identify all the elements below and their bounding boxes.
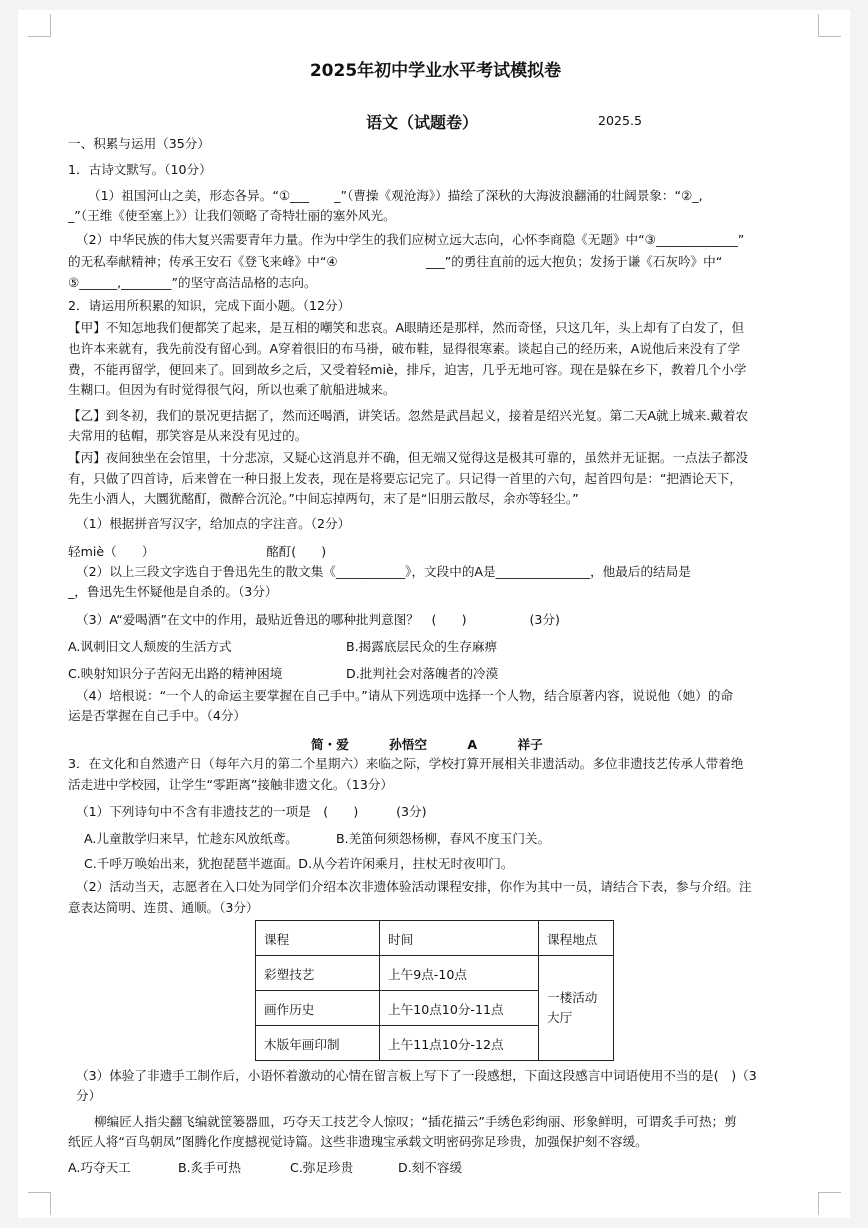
q2-part3-option-d: D.批判社会对落魄者的冷漠 <box>346 666 499 681</box>
table-cell: 上午10点10分-11点 <box>380 991 539 1026</box>
q3-part3-option-a: A.巧夺天工 <box>68 1160 131 1175</box>
table-cell: 画作历史 <box>256 991 380 1026</box>
exam-date: 2025.5 <box>598 113 643 128</box>
reflection-line1: 柳编匠人指尖翻飞编就筐篓器皿，巧夺天工技艺令人惊叹；“插花描云”手绣色彩绚丽、形象鲜明，可谓炙手可热；剪 <box>94 1114 737 1129</box>
question-3-line1: 3．在文化和自然遗产日（每年六月的第二个星期六）来临之际，学校打算开展相关非遗活动。多位非遗技艺传承人带着绝 <box>68 756 744 771</box>
q3-part1-option-cd: C.千呼万唤始出来，犹抱琵琶半遮面。D.从今若许闲乘月，拄杖无时夜叩门。 <box>84 856 514 871</box>
exam-subtitle: 语文（试题卷） <box>366 113 479 132</box>
q3-part3-option-c: C.弥足珍贵 <box>290 1160 354 1175</box>
q3-part3-line1: （3）体验了非遗手工制作后，小语怀着激动的心情在留言板上写下了一段感想，下面这段感言中词语使用不当的是( )（3 <box>76 1068 757 1083</box>
table-header-cell: 时间 <box>380 921 539 956</box>
character-option: 简・爱 <box>311 737 349 752</box>
question-1-heading: 1．古诗文默写。（10分） <box>68 162 212 177</box>
passage-jia-line1: 【甲】不知怎地我们便都笑了起来，是互相的嘲笑和悲哀。A眼睛还是那样，然而奇怪，只这几年，头上却有了白发了，但 <box>68 320 745 335</box>
table-cell: 彩塑技艺 <box>256 956 380 991</box>
passage-yi-line1: 【乙】到冬初，我们的景况更拮据了，然而还喝酒，讲笑话。忽然是武昌起义，接着是绍兴光复。第二天A就上城来.戴着农 <box>68 408 749 423</box>
section-heading: 一、积累与运用（35分） <box>68 136 210 151</box>
table-header-row <box>256 921 614 956</box>
q2-part3-option-c: C.映射知识分子苦闷无出路的精神困境 <box>68 666 283 681</box>
table-cell: 木版年画印制 <box>256 1026 380 1061</box>
q2-part4-line1: （4）培根说：“一个人的命运主要掌握在自己手中。”请从下列选项中选择一个人物，结合原著内容，说说他（她）的命 <box>76 688 734 703</box>
character-option: 孙悟空 <box>389 737 427 752</box>
passage-bing-line3: 先生小酒人，大圜犹酩酊，微醉合沉沦。”中间忘掉两句，末了是“旧朋云散尽，余亦等轻尘。” <box>68 491 579 506</box>
q3-part1-option-b: B.羌笛何须怨杨柳，春风不度玉门关。 <box>336 831 551 846</box>
table-cell: 上午11点10分-12点 <box>380 1026 539 1061</box>
table-header-cell: 课程地点 <box>539 921 614 956</box>
passage-jia-line3: 费，不能再留学，便回来了。回到故乡之后，又受着轻miè，排斥，迫害，几乎无地可容。现在是躲在乡下，教着几个小学 <box>68 362 747 377</box>
q3-part1: （1）下列诗句中不含有非遗技艺的一项是 ( ) (3分) <box>76 804 427 819</box>
q2-part2-line2: _，鲁迅先生怀疑他是自杀的。（3分） <box>68 584 278 599</box>
passage-bing-line2: 有，只做了四首诗，后来曾在一种日报上发表，现在是将要忘记完了。只记得一首里的六句，起首四句是：“把酒论天下， <box>68 471 742 486</box>
character-options <box>311 734 579 753</box>
table-cell: 上午9点-10点 <box>380 956 539 991</box>
q1-part2-line2: 的无私奉献精神；传承王安石《登飞来峰》中“④ ___”的勇往直前的远大抱负；发扬于谦《石灰吟》中“ <box>68 254 723 269</box>
q2-part3-option-b: B.揭露底层民众的生存麻痹 <box>346 639 498 654</box>
q3-part1-option-a: A.儿童散学归来早，忙趁东风放纸鸢。 <box>84 831 298 846</box>
q2-part1-blank-b: 酩酊( ) <box>266 544 327 559</box>
crop-mark-top-left <box>28 14 51 37</box>
passage-jia-line4: 生糊口。但因为有时觉得很气闷，所以也乘了航船进城来。 <box>68 382 396 397</box>
crop-mark-bottom-left <box>28 1192 51 1215</box>
q1-part1-line1: （1）祖国河山之美，形态各异。“①___ _”（曹操《观沧海》）描绘了深秋的大海波浪翻涌的壮阔景象：“②_, <box>88 188 703 203</box>
q3-part2-line2: 意表达简明、连贯、通顺。（3分） <box>68 900 259 915</box>
reflection-line2: 纸匠人将“百鸟朝凤”图腾化作度撼视觉诗篇。这些非遗瑰宝承载文明密码弥足珍贵，加强保护刻不容缓。 <box>68 1134 648 1149</box>
question-2-heading: 2．请运用所积累的知识，完成下面小题。（12分） <box>68 298 351 313</box>
schedule-table <box>255 920 614 1061</box>
q3-part3-option-b: B.炙手可热 <box>178 1160 242 1175</box>
q3-part3-line2: 分） <box>76 1088 102 1103</box>
q2-part3-option-a: A.讽刺旧文人颓废的生活方式 <box>68 639 232 654</box>
character-option: 祥子 <box>517 737 543 752</box>
q3-part3-option-d: D.刻不容缓 <box>398 1160 463 1175</box>
q2-part4-line2: 运是否掌握在自己手中。（4分） <box>68 708 247 723</box>
q1-part2-line3: ⑤______,________”的坚守高洁品格的志向。 <box>68 275 317 290</box>
q2-part1: （1）根据拼音写汉字，给加点的字注音。（2分） <box>76 516 351 531</box>
exam-title: 2025年初中学业水平考试模拟卷 <box>309 61 562 81</box>
crop-mark-bottom-right <box>818 1192 841 1215</box>
q3-part2-line1: （2）活动当天，志愿者在入口处为同学们介绍本次非遗体验活动课程安排，你作为其中一员，请结合下表，参与介绍。注 <box>76 879 752 894</box>
crop-mark-top-right <box>818 14 841 37</box>
q1-part1-line2: _”（王维《使至塞上》）让我们领略了奇特壮丽的塞外风光。 <box>68 208 396 223</box>
character-option: A <box>467 737 478 752</box>
q1-part2-line1: （2）中华民族的伟大复兴需要青年力量。作为中学生的我们应树立远大志向，心怀李商隐《无题》中“③_____________” <box>76 232 745 247</box>
q2-part3: （3）A“爱喝酒”在文中的作用，最贴近鲁迅的哪种批判意图？ ( ) (3分) <box>76 612 560 627</box>
passage-jia-line2: 也许本来就有，我先前没有留心到。A穿着很旧的布马褂，破布鞋，显得很寒素。谈起自己的经历来，A说他后来没有了学 <box>68 341 741 356</box>
question-3-line2: 活走进中学校园，让学生“零距离”接触非遗文化。（13分） <box>68 777 394 792</box>
q2-part2-line1: （2）以上三段文字选自于鲁迅先生的散文集《___________》，文段中的A是_______________，他最后的结局是 <box>76 564 691 579</box>
table-location-cell: 一楼活动 大厅 <box>539 956 614 1061</box>
table-header-cell: 课程 <box>256 921 380 956</box>
passage-yi-line2: 夫常用的毡帽，那笑容是从来没有见过的。 <box>68 428 308 443</box>
passage-bing-line1: 【丙】夜间独坐在会馆里，十分悲凉，又疑心这消息并不确，但无端又觉得这是极其可靠的，虽然并无证据。一点法子都没 <box>68 450 749 465</box>
q2-part1-blank-a: 轻miè（ ） <box>68 544 155 559</box>
table-row <box>256 956 614 991</box>
